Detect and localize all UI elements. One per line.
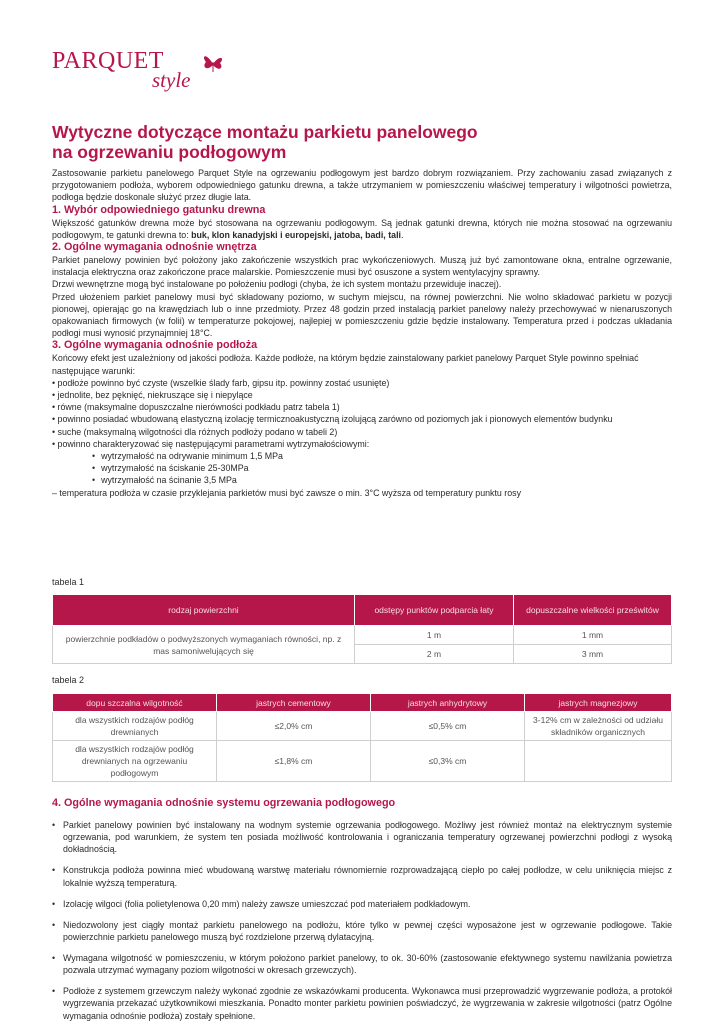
section-2-p2: Drzwi wewnętrzne mogą być instalowane po położeniu podłogi (chyba, że ich system montażu przewiduje inaczej). bbox=[52, 279, 502, 290]
intro-paragraph: Zastosowanie parkietu panelowego Parquet Style na ogrzewaniu podłogowym jest bardzo dobrym rozwiązaniem. Przy zachowaniu zasad związanych z przygotowaniem podłoża, wyborem odpowiedniego gatunku drewna, a także utrzymaniem w pomieszczeniu właściwej temperatury i wilgotności powietrza, podłoga będzie doskonale służyć przez długie lata. bbox=[52, 168, 672, 203]
section-1-text-end: . bbox=[400, 229, 404, 240]
section-4-heading: 4. Ogólne wymagania odnośnie systemu ogrzewania podłogowego bbox=[52, 797, 396, 809]
table-1-caption: tabela 1 bbox=[52, 577, 85, 587]
list-item: • powinno posiadać wbudowaną elastyczną izolację termicznoakustyczną izolującą zarówno od poziomych jak i pionowych elementów budynku bbox=[52, 414, 613, 425]
table-cell: 3 mm bbox=[514, 645, 672, 664]
list-item: • suche (maksymalną wilgotności dla różnych podłoży podano w tabeli 2) bbox=[52, 426, 338, 437]
section-2-p1: Parkiet panelowy powinien być położony jako zakończenie wszystkich prac wykończeniowych. Muszą już być zamontowane okna, entralne ogrzewanie, instalacja elektryczna oraz zakończone prace malarskie. Pomieszczenie musi być osuszone a system wentylacyjny sprawny. bbox=[52, 255, 672, 278]
list-item: • Konstrukcja podłoża powinna mieć wbudowaną warstwę materiału równomiernie rozprowadzającą ciepło po całej podłodze, w celu uniknięcia miejsc z lokalnie wyższą temperaturą. bbox=[52, 864, 672, 888]
section-1-heading: 1. Wybór odpowiedniego gatunku drewna bbox=[52, 203, 266, 216]
table-header: jastrych cementowy bbox=[217, 694, 371, 712]
table-row bbox=[53, 741, 672, 782]
logo-brand: PARQUET bbox=[52, 48, 164, 74]
table-header: dopuszczalne wielkości prześwitów bbox=[514, 595, 672, 626]
list-item: • jednolite, bez pęknięć, niekruszące się i niepylące bbox=[52, 390, 253, 401]
table-2 bbox=[52, 693, 672, 782]
table-cell: powierzchnie podkładów o podwyższonych wymaganiach równości, np. z mas samoniwelujących się bbox=[53, 626, 355, 664]
table-header: odstępy punktów podparcia łaty bbox=[355, 595, 514, 626]
sub-list-item: • wytrzymałość na ściskanie 25-30MPa bbox=[52, 462, 672, 474]
table-cell: ≤1,8% cm bbox=[217, 741, 371, 782]
section-3-last: – temperatura podłoża w czasie przyklejania parkietów musi być zawsze o min. 3°C wyższa od temperatury punktu rosy bbox=[52, 487, 522, 498]
table-header: jastrych magnezjowy bbox=[525, 694, 672, 712]
table-header: jastrych anhydrytowy bbox=[371, 694, 525, 712]
table-header: rodzaj powierzchni bbox=[53, 595, 355, 626]
title-line-2: na ogrzewaniu podłogowym bbox=[52, 142, 287, 162]
parquet-style-logo bbox=[52, 48, 242, 98]
table-2-caption: tabela 2 bbox=[52, 675, 85, 685]
list-item: • Parkiet panelowy powinien być instalowany na wodnym systemie ogrzewania podłogowego. Możliwy jest również montaż na elektrycznym systemie ogrzewania, pod warunkiem, że system ten posiada możliwość kontrolowania i ograniczania temperatury ogrzewanej powierzchni podłogi z wysoką dokładnością. bbox=[52, 819, 672, 856]
table-header: dopu szczalna wilgotność bbox=[53, 694, 217, 712]
table-cell: dla wszystkich rodzajów podłóg drewnianych bbox=[53, 712, 217, 741]
sub-list-item: • wytrzymałość na odrywanie minimum 1,5 MPa bbox=[52, 450, 672, 462]
table-1 bbox=[52, 594, 672, 664]
table-cell: 3-12% cm w zależności od udziału składników organicznych bbox=[525, 712, 672, 741]
section-2-heading: 2. Ogólne wymagania odnośnie wnętrza bbox=[52, 241, 257, 254]
table-cell: ≤0,5% cm bbox=[371, 712, 525, 741]
table-cell: dla wszystkich rodzajów podłóg drewnianych na ogrzewaniu podłogowym bbox=[53, 741, 217, 782]
page-title bbox=[52, 122, 672, 162]
list-item: • Izolację wilgoci (folia polietylenowa 0,20 mm) należy zawsze umieszczać pod materiałem podkładowym. bbox=[52, 898, 672, 910]
list-item: • podłoże powinno być czyste (wszelkie ślady farb, gipsu itp. powinny zostać usunięte) bbox=[52, 377, 390, 388]
list-item: • powinno charakteryzować się następującymi parametrami wytrzymałościowymi: bbox=[52, 438, 370, 449]
list-item: • równe (maksymalne dopuszczalne nierówności podkładu patrz tabela 1) bbox=[52, 402, 340, 413]
wood-species: buk, klon kanadyjski i europejski, jatoba, badi, tali bbox=[191, 229, 401, 240]
title-line-1: Wytyczne dotyczące montażu parkietu panelowego bbox=[52, 122, 478, 142]
table-cell: 2 m bbox=[355, 645, 514, 664]
list-item: • Wymagana wilgotność w pomieszczeniu, w którym położono parkiet panelowy, to ok. 30-60% (zastosowanie efektywnego systemu nawilżania powietrza pozwala utrzymać wymagany poziom wilgotności w okresach grzewczych). bbox=[52, 952, 672, 976]
section-4 bbox=[52, 794, 672, 1031]
section-3-intro: Końcowy efekt jest uzależniony od jakości podłoża. Każde podłoże, na którym będzie zainstalowany parkiet panelowy Parquet Style powinno spełniać następujące warunki: bbox=[52, 353, 639, 376]
section-3-heading: 3. Ogólne wymagania odnośnie podłoża bbox=[52, 339, 258, 352]
table-row bbox=[53, 626, 672, 645]
table-cell: 1 mm bbox=[514, 626, 672, 645]
list-item: • Niedozwolony jest ciągły montaż parkietu panelowego na podłożu, które tylko w pewnej części wyposażone jest w ogrzewanie podłogowe. Takie powierzchnie parkietu panelowego muszą być rozdzielone przerwą dylatacyjną. bbox=[52, 919, 672, 943]
table-row bbox=[53, 712, 672, 741]
section-2-p3: Przed ułożeniem parkiet panelowy musi być składowany poziomo, w suchym miejscu, na równej powierzchni. Nie wolno składować parkietu w pozycji pionowej, opierając go na krawędziach lub o inne przedmioty. Przez 48 godzin przed instalacją parkiet panelowy należy przechowywać w nienaruszonych opakowaniach firmowych (w folii) w temperaturze pokojowej, najlepiej w pomieszczeniu gdzie będzie instalowany. Temperatura przed i podczas układania podłogi musi wynosić przynajmniej 18°C. bbox=[52, 291, 672, 339]
section-1-text-main: Większość gatunków drewna może być stosowana na ogrzewaniu podłogowym. Są jednak gatunki drewna, których nie można stosować na ogrzewaniu podłogowym, te gatunki drewna to: bbox=[52, 217, 672, 240]
list-item: • Podłoże z systemem grzewczym należy wykonać zgodnie ze wskazówkami producenta. Wykonawca musi przeprowadzić wygrzewanie podłoża, a protokół wygrzewania przekazać użytkownikowi mieszkania. Ponadto monter parkietu powinien poświadczyć, że wygrzewania w zakresie wilgotności (patrz Ogólne wymagania odnośnie podłoża) zostały spełnione. bbox=[52, 985, 672, 1022]
table-cell: 1 m bbox=[355, 626, 514, 645]
table-cell bbox=[525, 741, 672, 782]
table-cell: ≤2,0% cm bbox=[217, 712, 371, 741]
main-content bbox=[52, 167, 672, 499]
sub-list-item: • wytrzymałość na ścinanie 3,5 MPa bbox=[52, 474, 672, 486]
table-cell: ≤0,3% cm bbox=[371, 741, 525, 782]
butterfly-icon bbox=[200, 50, 226, 76]
logo-sub: style bbox=[152, 68, 191, 92]
section-1-text bbox=[52, 217, 672, 241]
